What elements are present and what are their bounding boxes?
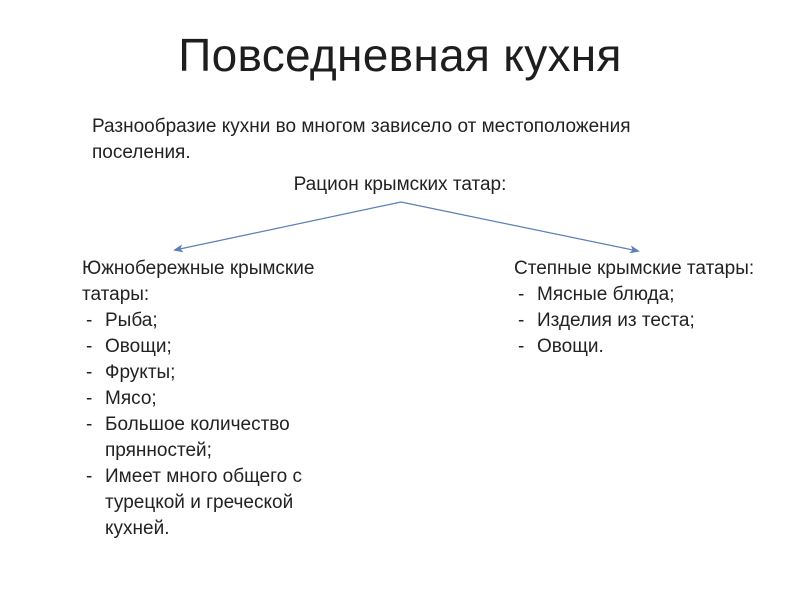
intro-text: Разнообразие кухни во многом зависело от местоположения поселения. (92, 116, 631, 163)
list-item: - Имеет много общего с турецкой и греческой кухней. (82, 464, 352, 542)
list-item: - Мясо; (82, 386, 352, 412)
list-item: - Овощи. (514, 334, 764, 360)
south-coast-group (82, 256, 352, 542)
diet-heading: Рацион крымских татар: (293, 174, 507, 195)
arrow-right (401, 202, 638, 251)
list-item: - Овощи; (82, 334, 352, 360)
south-coast-list (82, 308, 352, 542)
steppe-title: Степные крымские татары: (514, 258, 755, 279)
list-item: - Мясные блюда; (514, 282, 764, 308)
steppe-list (514, 282, 764, 360)
steppe-group (514, 256, 764, 360)
south-coast-title: Южнобережные крымские татары: (82, 258, 315, 305)
list-item: - Фрукты; (82, 360, 352, 386)
slide-title: Повседневная кухня (178, 29, 622, 81)
list-item: - Изделия из теста; (514, 308, 764, 334)
list-item: - Большое количество прянностей; (82, 412, 352, 464)
arrow-left (175, 202, 401, 250)
list-item: - Рыба; (82, 308, 352, 334)
